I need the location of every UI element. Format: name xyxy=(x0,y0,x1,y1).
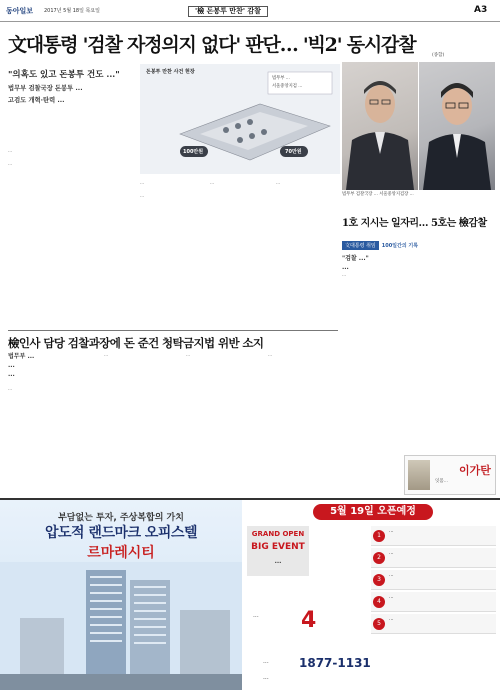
area-info: ... xyxy=(263,674,269,681)
phone-label: ... xyxy=(263,658,269,665)
mid-article-headline: 檢인사 담당 검찰과장에 돈 준건 청탁금지법 위반 소지 xyxy=(8,330,338,351)
section-label: '檢 돈봉투 만찬' 감찰 xyxy=(188,6,268,17)
subhead-2: 법무부 검찰국장 돈봉투 ... xyxy=(8,85,83,92)
feature-text: ... xyxy=(389,617,394,622)
mid-article-subheads xyxy=(8,352,98,379)
feature-item xyxy=(371,592,496,612)
ad-tagline: 부담없는 투자, 주상복합의 가치 xyxy=(58,513,184,523)
article-col2-text: ... ... xyxy=(140,180,144,199)
article-column-4 xyxy=(276,180,338,324)
phone-number[interactable]: 1877-1131 xyxy=(299,656,371,670)
page-number: A3 xyxy=(474,5,488,15)
grand-open-badge xyxy=(247,526,309,576)
main-headline: 文대통령 '검찰 자정의지 없다' 판단… '빅2' 동시감찰 xyxy=(8,34,416,56)
mid-subhead-2: ... xyxy=(8,362,15,369)
headline-byline: (종합) xyxy=(432,53,445,58)
small-ad[interactable] xyxy=(404,455,496,495)
rate-value: 4 xyxy=(301,608,317,633)
product-image xyxy=(408,460,430,490)
series-chip-sub: 100일간의 기록 xyxy=(381,243,419,249)
feature-number: 4 xyxy=(373,596,385,608)
portrait-photo-2 xyxy=(419,62,495,190)
ad-brand: 이가탄 xyxy=(459,464,491,477)
grand-open-line2: BIG EVENT xyxy=(251,542,305,552)
page-header xyxy=(0,0,500,22)
feature-item xyxy=(371,614,496,634)
newspaper-logo: 동아일보 xyxy=(6,7,34,15)
mid-column-2 xyxy=(104,352,180,494)
article-column-2 xyxy=(140,180,206,324)
mid-column-3 xyxy=(186,352,262,494)
ad-headline: 압도적 랜드마크 오피스텔 xyxy=(44,525,197,541)
mid-col4-text: ... xyxy=(268,352,272,357)
right-article-body xyxy=(342,272,495,452)
feature-number: 3 xyxy=(373,574,385,586)
open-date-banner: 5월 19일 오픈예정 xyxy=(313,504,433,520)
mid-column-4 xyxy=(268,352,338,494)
ad-logo: 르마레시티 xyxy=(87,545,155,561)
feature-text: ... xyxy=(389,595,394,600)
right-subhead-1: "검찰 ..." xyxy=(342,255,369,262)
series-chip: 文대통령 취임 xyxy=(342,241,379,250)
ad-right-panel xyxy=(243,500,500,690)
feature-text: ... xyxy=(389,529,394,534)
diagram-title: 돈봉투 만찬 사건 현장 xyxy=(146,69,195,75)
feature-text: ... xyxy=(389,573,394,578)
feature-item xyxy=(371,570,496,590)
article-col4-text: ... xyxy=(276,180,280,185)
grand-open-line3: ... xyxy=(274,558,282,565)
feature-number: 2 xyxy=(373,552,385,564)
diagram-label-a: 법무부 ... xyxy=(272,76,290,81)
ad-left-panel xyxy=(0,500,242,690)
grand-open-line1: GRAND OPEN xyxy=(251,530,305,538)
photo-caption: 법무부 검찰국장 ... 서울중앙지검장 ... xyxy=(342,192,414,197)
feature-item xyxy=(371,548,496,568)
mid-col1-text: ... xyxy=(8,386,12,391)
article-column-1 xyxy=(8,148,130,324)
diagram-label-b: 서울중앙지검 ... xyxy=(272,84,303,89)
right-article-text: ... xyxy=(342,272,346,277)
ad-copy: 잇몸... xyxy=(435,479,448,484)
rate-label: ... xyxy=(253,612,259,619)
subhead-1: "의혹도 있고 돈봉투 건도 ..." xyxy=(8,70,120,80)
mid-col2-text: ... xyxy=(104,352,108,357)
feature-text: ... xyxy=(389,551,394,556)
mid-subhead-1: 법무부 ... xyxy=(8,353,35,360)
feature-number: 5 xyxy=(373,618,385,630)
right-subhead-2: ... xyxy=(342,264,349,271)
bottom-advertisement[interactable] xyxy=(0,498,500,691)
right-article-subheads xyxy=(342,232,495,272)
amount-badge-1: 100만원 xyxy=(183,149,204,155)
amount-badge-2: 70만원 xyxy=(285,149,302,155)
article-col3-text: ... xyxy=(210,180,214,185)
right-article-title: 1호 지시는 일자리… 5호는 檢감찰 xyxy=(342,218,487,229)
article-column-3 xyxy=(210,180,272,324)
dinner-diagram xyxy=(140,64,340,174)
building-illustration xyxy=(0,562,242,690)
mid-col3-text: ... xyxy=(186,352,190,357)
issue-date: 2017년 5월 18일 목요일 xyxy=(44,8,101,14)
mid-column-1 xyxy=(8,386,98,494)
subhead-3: 고검도 개혁·탄력 ... xyxy=(8,97,65,104)
lead-subheads xyxy=(8,70,130,105)
feature-number: 1 xyxy=(373,530,385,542)
article-col1-text: ... ... xyxy=(8,148,12,167)
mid-subhead-3: ... xyxy=(8,371,15,378)
portrait-photo-1 xyxy=(342,62,418,190)
feature-item xyxy=(371,526,496,546)
